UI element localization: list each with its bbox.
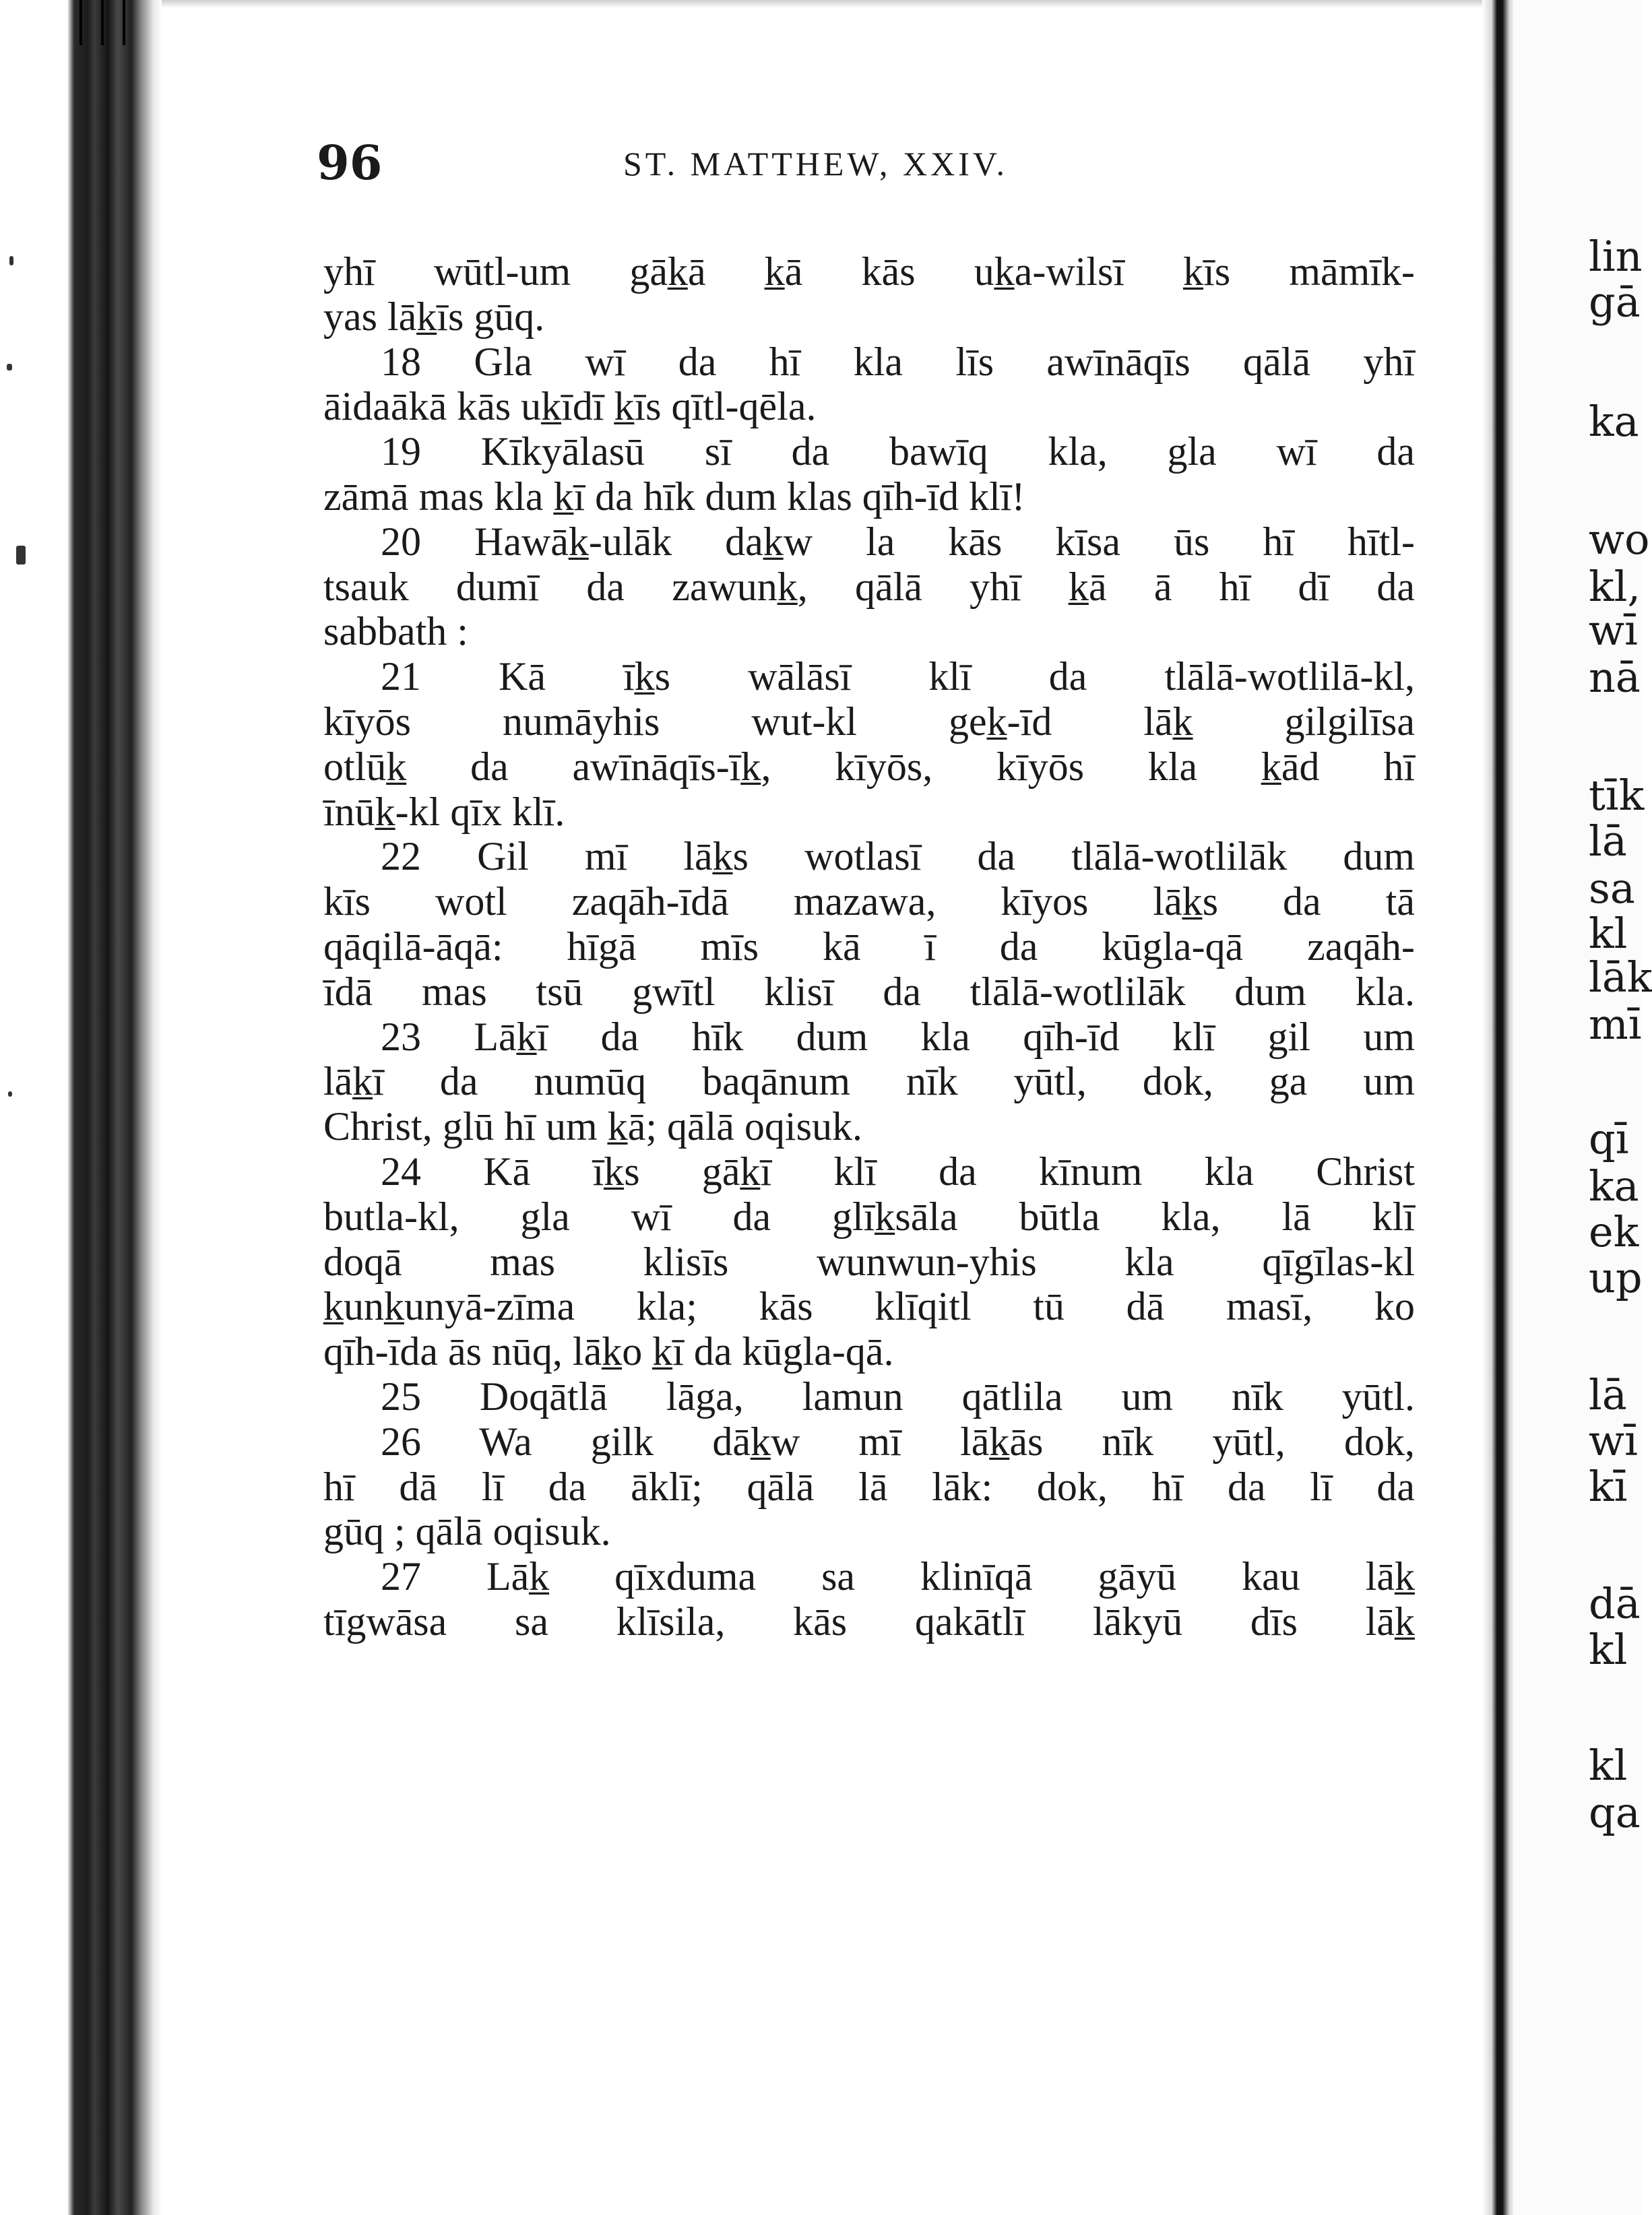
next-page-fragment: lā [1589, 816, 1627, 866]
text-line: 18 Gla wī da hī kla līs awīnāqīs qālā yhī [381, 339, 1415, 384]
next-page-fragment: wī [1589, 606, 1638, 655]
text-line: sabbath : [323, 609, 468, 654]
running-head: ST. MATTHEW, XXIV. [623, 145, 1009, 183]
next-page-fragment: kl [1589, 1625, 1628, 1674]
next-page-fragment: sa [1589, 864, 1635, 913]
scan-speck [9, 256, 13, 265]
text-line: tīgwāsa sa klīsila, kās qakātlī lākyū dīs lāk̲ [323, 1599, 1415, 1644]
text-line: butla-kl, gla wī da glīk̲sāla būtla kla, lā klī [323, 1194, 1415, 1239]
next-page-edge [1515, 0, 1652, 2215]
next-page-fragment: wī [1589, 1416, 1638, 1465]
next-page-fragment: kī [1589, 1462, 1628, 1511]
next-page-fragment: tīk [1589, 771, 1645, 820]
text-line: 22 Gil mī lāk̲s wotlasī da tlālā-wotlilāk dum [381, 834, 1415, 879]
text-line: 20 Hawāk̲-ulāk dak̲w la kās kīsa ūs hī hītl- [381, 519, 1415, 564]
page-gutter [1482, 0, 1515, 2215]
text-line: 27 Lāk̲ qīxduma sa klinīqā gāyū kau lāk̲ [381, 1554, 1415, 1599]
next-page-fragment: ka [1589, 1161, 1639, 1211]
next-page-fragment: lin [1589, 232, 1643, 281]
text-line: 21 Kā īk̲s wālāsī klī da tlālā-wotlilā-kl, [381, 654, 1415, 699]
text-line: lāk̲ī da numūq baqānum nīk yūtl, dok, ga um [323, 1059, 1415, 1104]
text-line: yhī wūtl-um gāk̲ā k̲ā kās uk̲a-wilsī k̲īs māmīk- [323, 249, 1415, 294]
next-page-fragment: kl [1589, 1741, 1628, 1790]
binding-edge-line [80, 0, 82, 45]
text-line: doqā mas klisīs wunwun-yhis kla qīgīlas-kl [323, 1239, 1415, 1284]
text-line: hī dā lī da āklī; qālā lā lāk: dok, hī da lī da [323, 1464, 1415, 1509]
text-line: 25 Doqātlā lāga, lamun qātlila um nīk yūtl. [381, 1374, 1415, 1419]
text-line: kīyōs numāyhis wut-kl gek̲-īd lāk̲ gilgilīsa [323, 699, 1415, 744]
text-line: kīs wotl zaqāh-īdā mazawa, kīyos lāk̲s da tā [323, 879, 1415, 924]
text-line: 23 Lāk̲ī da hīk dum kla qīh-īd klī gil um [381, 1014, 1415, 1059]
text-line: qīh-īda ās nūq, lāk̲o k̲ī da kūgla-qā. [323, 1329, 894, 1374]
page-number: 96 [317, 135, 383, 191]
next-page-fragment: gā [1589, 278, 1641, 327]
next-page-fragment: kl, [1589, 562, 1641, 611]
next-page-fragment: mī [1589, 1000, 1642, 1049]
page-header [317, 135, 1428, 189]
next-page-fragment: lāk [1589, 953, 1652, 1002]
text-line: otlūk̲ da awīnāqīs-īk̲, kīyōs, kīyōs kla k̲ād hī [323, 744, 1415, 789]
body-text [323, 249, 1415, 1644]
text-line: yas lāk̲īs gūq. [323, 294, 545, 339]
text-line: āidaākā kās uk̲īdī k̲īs qītl-qēla. [323, 384, 817, 429]
book-binding [0, 0, 162, 2215]
text-line: k̲unk̲unyā-zīma kla; kās klīqitl tū dā masī, ko [323, 1284, 1415, 1329]
next-page-fragment: kl [1589, 909, 1628, 958]
next-page-fragment: dā [1589, 1579, 1641, 1628]
next-page-fragment: wo [1589, 515, 1650, 564]
page-top-edge [162, 0, 1482, 8]
text-line: īnūk̲-kl qīx klī. [323, 789, 565, 834]
scan-speck [8, 1091, 12, 1097]
next-page-fragment: qī [1589, 1114, 1629, 1163]
text-line: tsauk dumī da zawunk̲, qālā yhī k̲ā ā hī dī da [323, 564, 1415, 609]
scan-speck [7, 364, 12, 371]
text-line: 24 Kā īk̲s gāk̲ī klī da kīnum kla Christ [381, 1149, 1415, 1194]
next-page-fragment: ka [1589, 397, 1639, 446]
binding-edge-line [101, 0, 104, 45]
text-line: gūq ; qālā oqisuk. [323, 1509, 611, 1554]
next-page-fragment: nā [1589, 653, 1641, 702]
scan-speck [16, 546, 26, 565]
next-page-fragment: qa [1589, 1788, 1641, 1837]
next-page-fragment: up [1589, 1253, 1643, 1302]
text-line: īdā mas tsū gwītl klisī da tlālā-wotlilāk dum kla. [323, 969, 1415, 1014]
text-line: 19 Kīkyālasū sī da bawīq kla, gla wī da [381, 429, 1415, 474]
text-line: qāqilā-āqā: hīgā mīs kā ī da kūgla-qā zaqāh- [323, 924, 1415, 969]
text-line: zāmā mas kla k̲ī da hīk dum klas qīh-īd klī! [323, 474, 1025, 519]
text-line: 26 Wa gilk dāk̲w mī lāk̲ās nīk yūtl, dok, [381, 1419, 1415, 1464]
next-page-fragment: lā [1589, 1370, 1627, 1419]
text-line: Christ, glū hī um k̲ā; qālā oqisuk. [323, 1104, 862, 1149]
binding-edge-line [123, 0, 125, 45]
next-page-fragment: ek [1589, 1207, 1639, 1256]
